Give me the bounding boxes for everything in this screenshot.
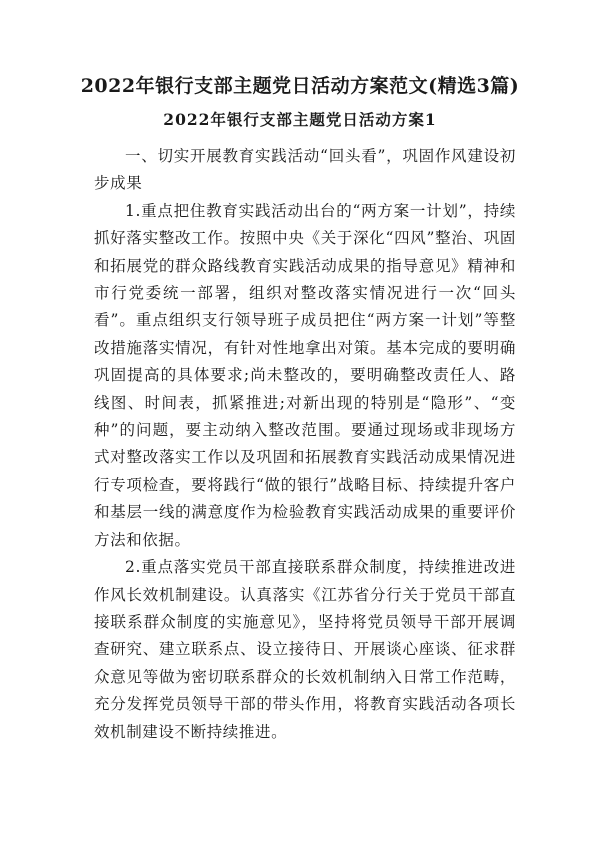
body-paragraph-2: 2.重点落实党员干部直接联系群众制度，持续推进改进作风长效机制建设。认真落实《江苏省分行关于党员干部直接联系群众制度的实施意见》，坚持将党员领导干部开展调查研究、建立联系点、设立接待日、开展谈心座谈、征求群众意见等做为密切联系群众的长效机制纳入日常工作范畴，充分发挥党员领导干部的带头作用，将教育实践活动各项长效机制建设不断持续推进。 bbox=[94, 558, 516, 741]
body-paragraph-1: 1.重点把住教育实践活动出台的“两方案一计划”，持续抓好落实整改工作。按照中央《关于深化“四风”整治、巩固和拓展党的群众路线教育实践活动成果的指导意见》精神和市行党委统一部署，组织对整改落实情况进行一次“回头看”。重点组织支行领导班子成员把住“两方案一计划”等整改措施落实情况，有针对性地拿出对策。基本完成的要明确巩固提高的具体要求;尚未整改的，要明确整改责任人、路线图、时间表，抓紧推进;对新出现的特别是“隐形”、“变种”的问题，要主动纳入整改范围。要通过现场或非现场方式对整改落实工作以及巩固和拓展教育实践活动成果情况进行专项检查，要将践行“做的银行”战略目标、持续提升客户和基层一线的满意度作为检验教育实践活动成果的重要评价方法和依据。 bbox=[94, 201, 516, 549]
section-heading-paragraph: 一、切实开展教育实践活动“回头看”，巩固作风建设初步成果 bbox=[94, 147, 516, 193]
document-title: 2022年银行支部主题党日活动方案范文(精选3篇) bbox=[80, 75, 520, 97]
document-subtitle: 2022年银行支部主题党日活动方案1 bbox=[163, 110, 437, 129]
document-body bbox=[94, 143, 516, 746]
